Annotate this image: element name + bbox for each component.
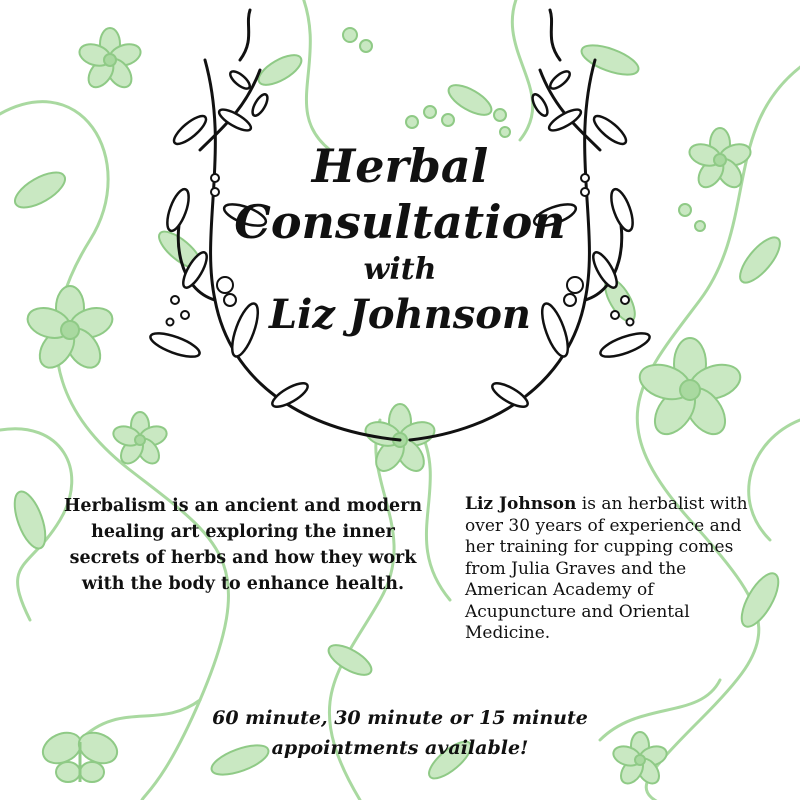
- title-consultation: Consultation: [234, 195, 566, 249]
- title-herbal: Herbal: [311, 139, 489, 193]
- appointment-durations: 60 minute, 30 minute or 15 minute: [212, 707, 588, 729]
- herbalism-description: Herbalism is an ancient and modern healing art exploring the inner secrets of herbs and how they work with the body to enhance health.: [63, 496, 423, 594]
- appointments-info: [150, 703, 650, 763]
- butterfly-icon: [38, 727, 122, 782]
- herbalist-name: Liz Johnson: [465, 494, 577, 514]
- herbalist-bio-text: is an herbalist with over 30 years of experience and her training for cupping comes from Julia Graves and the American Academy of Acupuncture and Oriental Medicine.: [465, 494, 748, 643]
- title-block: [200, 138, 600, 340]
- appointments-available: appointments available!: [271, 737, 529, 759]
- title-with: with: [363, 252, 437, 287]
- title-name: Liz Johnson: [268, 291, 531, 338]
- herbalist-bio: [465, 494, 765, 645]
